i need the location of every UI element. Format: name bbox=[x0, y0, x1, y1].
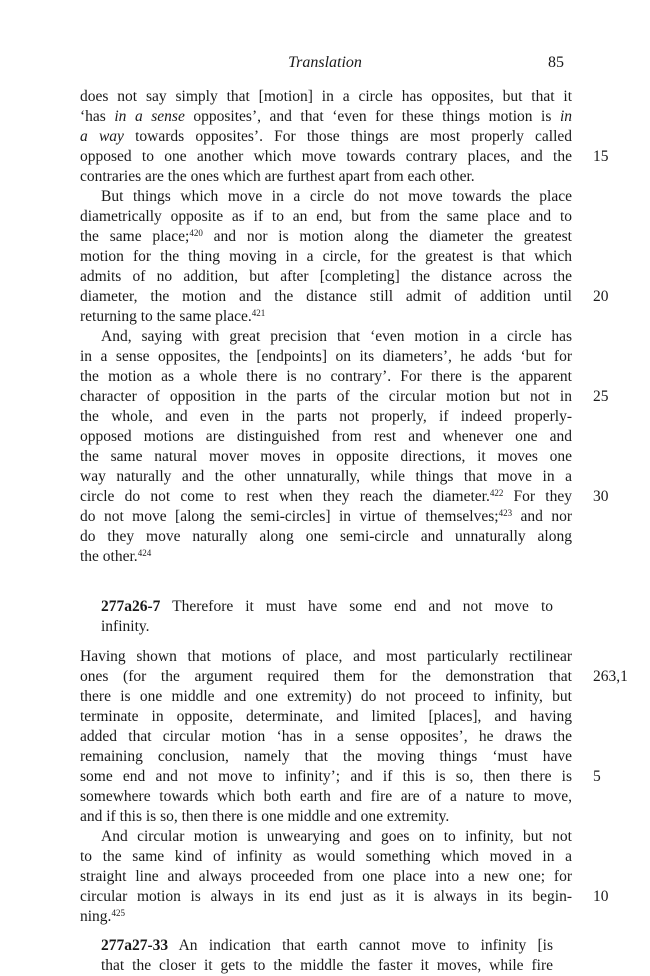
margin-line-number: 263,1 bbox=[593, 668, 628, 685]
margin-line-number: 10 bbox=[593, 888, 609, 905]
text-line: And circular motion is unwearying and goes on to infinity, but not bbox=[101, 828, 572, 845]
text-line: some end and not move to infinity’; and if this is so, then there is bbox=[80, 768, 572, 785]
text-line: a way towards opposites’. For those things are most properly called bbox=[80, 128, 573, 145]
text-line: the same place;$^{420}$ and nor is motion along the diameter the greatest bbox=[80, 228, 572, 245]
margin-line-number: 5 bbox=[593, 768, 601, 785]
text-line: circular motion is always in its end just as it is always in its begin- bbox=[80, 888, 572, 905]
footnote-ref: 422 bbox=[489, 488, 504, 498]
lemma-reference: 277a26-7 bbox=[101, 598, 161, 615]
text-line: And, saying with great precision that ‘even motion in a circle has bbox=[101, 328, 572, 345]
text-line: the whole, and even in the parts not properly, if indeed properly- bbox=[80, 408, 572, 425]
text-line: ning.$^{425}$ bbox=[80, 908, 125, 925]
lemma-line: that the closer it gets to the middle the faster it moves, while fire bbox=[101, 957, 553, 974]
text-line: diameter, the motion and the distance still admit of addition until bbox=[80, 288, 572, 305]
footnote-ref: 421 bbox=[251, 308, 266, 318]
lemma-line: 277a27-33 An indication that earth cannot move to infinity [is bbox=[101, 937, 553, 954]
text-line: ones (for the argument required them for the demonstration that bbox=[80, 668, 572, 685]
text-line: diametrically opposite as if to an end, but from the same place and to bbox=[80, 208, 572, 225]
text-line: remaining conclusion, namely that the moving things ‘must have bbox=[80, 748, 572, 765]
text-line: character of opposition in the parts of the circular motion but not in bbox=[80, 388, 572, 405]
text-line: there is one middle and one extremity) do not proceed to infinity, but bbox=[80, 688, 572, 705]
text-line: opposed motions are distinguished from rest and whenever one and bbox=[80, 428, 572, 445]
text-line: and if this is so, then there is one middle and one extremity. bbox=[80, 808, 450, 825]
text-line: straight line and always proceeded from one place into a new one; for bbox=[80, 868, 572, 885]
footnote-ref: 420 bbox=[189, 228, 203, 238]
margin-line-number: 30 bbox=[593, 488, 609, 505]
text-line: ‘has in a sense opposites’, and that ‘even for these things motion is in bbox=[80, 108, 573, 125]
footnote-ref: 424 bbox=[137, 548, 152, 558]
margin-line-number: 20 bbox=[593, 288, 609, 305]
text-line: admits of no addition, but after [completing] the distance across the bbox=[80, 268, 572, 285]
text-line: the same natural mover moves in opposite directions, it moves one bbox=[80, 448, 572, 465]
text-line: returning to the same place.$^{421}$ bbox=[80, 308, 266, 325]
text-line: terminate in opposite, determinate, and limited [places], and having bbox=[80, 708, 572, 725]
lemma-line: infinity. bbox=[101, 618, 150, 635]
footnote-ref: 425 bbox=[111, 908, 125, 918]
footnote-ref: 423 bbox=[498, 508, 513, 518]
page-number: 85 bbox=[548, 54, 564, 71]
text-line: contraries are the ones which are furthest apart from each other. bbox=[80, 168, 475, 185]
text-line: motion for the thing moving in a circle, for the greatest is that which bbox=[80, 248, 572, 265]
lemma-line: 277a26-7 Therefore it must have some end and not move to bbox=[101, 598, 553, 615]
text-line: does not say simply that [motion] in a circle has opposites, but that it bbox=[80, 88, 572, 105]
text-line: circle do not come to rest when they reach the diameter.$^{422}$ For they bbox=[80, 488, 572, 505]
text-line: But things which move in a circle do not move towards the place bbox=[101, 188, 572, 205]
margin-line-number: 25 bbox=[593, 388, 609, 405]
text-line: somewhere towards which both earth and fire are of a nature to move, bbox=[80, 788, 572, 805]
lemma-reference: 277a27-33 bbox=[101, 937, 169, 954]
text-line: the motion as a whole there is no contrary’. For there is the apparent bbox=[80, 368, 572, 385]
text-line: do not move [along the semi-circles] in virtue of themselves;$^{423}$ and nor bbox=[80, 508, 572, 525]
text-line: do they move naturally along one semi-circle and unnaturally along bbox=[80, 528, 572, 545]
text-line: added that circular motion ‘has in a sense opposites’, he draws the bbox=[80, 728, 572, 745]
margin-line-number: 15 bbox=[593, 148, 609, 165]
text-line: the other.$^{424}$ bbox=[80, 548, 152, 565]
text-line: opposed to one another which move towards contrary places, and the bbox=[80, 148, 572, 165]
text-line: to the same kind of infinity as would something which moved in a bbox=[80, 848, 572, 865]
text-line: Having shown that motions of place, and most particularly rectilinear bbox=[80, 648, 572, 665]
running-header: Translation bbox=[288, 54, 362, 71]
text-line: in a sense opposites, the [endpoints] on its diameters’, he adds ‘but for bbox=[80, 348, 572, 365]
text-line: way naturally and the other unnaturally, while things that move in a bbox=[80, 468, 572, 485]
